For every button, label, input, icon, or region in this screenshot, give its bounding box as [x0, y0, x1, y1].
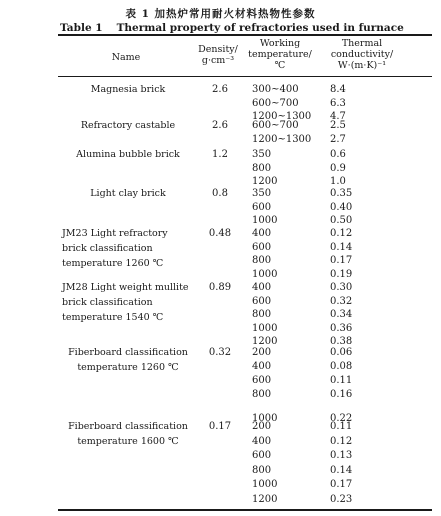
conductivity-cell: 0.35	[330, 188, 353, 199]
temperature-cell: 800	[252, 162, 272, 174]
material-name: temperature 1540 ℃	[62, 312, 164, 323]
conductivity-cell: 0.08	[330, 361, 353, 372]
material-name: Light clay brick	[90, 188, 166, 199]
density-cell: 2.6	[212, 120, 228, 131]
density-cell: 0.89	[208, 282, 232, 293]
temperature-cell: 800	[252, 309, 272, 320]
temperature-cell: 1000	[252, 479, 278, 490]
density-cell: 0.17	[208, 421, 232, 432]
conductivity-cell: 0.11	[330, 375, 353, 386]
conductivity-cell: 6.3	[330, 97, 346, 109]
temperature-cell: 1200	[252, 493, 278, 505]
conductivity-cell: 0.34	[330, 309, 353, 320]
table-caption-english	[60, 22, 440, 34]
material-name: Fiberboard classification	[68, 347, 188, 358]
conductivity-cell: 0.17	[330, 255, 353, 266]
material-name: brick classification	[62, 297, 153, 308]
table-header-rule	[58, 76, 432, 77]
density-cell: 1.2	[212, 149, 228, 160]
table-title: Thermal property of refractories used in furnace	[116, 22, 404, 34]
conductivity-cell: 0.23	[330, 493, 353, 505]
temperature-cell: 400	[252, 435, 272, 447]
temperature-cell: 200	[252, 421, 272, 432]
header-thermal-conductivity: Thermal conductivity/ W·(m·K)⁻¹	[330, 38, 394, 71]
conductivity-cell: 0.30	[330, 282, 353, 293]
conductivity-cell: 0.40	[330, 201, 353, 213]
temperature-cell: 1000	[252, 268, 278, 280]
temperature-cell: 1000	[252, 322, 278, 334]
material-name: JM28 Light weight mullite	[62, 282, 189, 293]
conductivity-cell: 2.5	[330, 120, 346, 131]
temperature-cell: 1200~1300	[252, 133, 312, 145]
temperature-cell: 1200~1300	[252, 111, 312, 122]
header-name: Name	[111, 52, 141, 63]
table-number: Table 1	[60, 22, 103, 34]
temperature-cell: 1200	[252, 336, 278, 347]
material-name: Magnesia brick	[90, 84, 166, 95]
material-name: temperature 1600 ℃	[77, 436, 179, 447]
temperature-cell: 800	[252, 255, 272, 266]
temperature-cell: 400	[252, 361, 272, 372]
conductivity-cell: 0.12	[330, 435, 353, 447]
conductivity-cell: 0.14	[330, 464, 353, 476]
temperature-cell: 400	[252, 282, 272, 293]
temperature-cell: 600	[252, 241, 272, 253]
conductivity-cell: 8.4	[330, 84, 346, 95]
density-cell: 2.6	[212, 84, 228, 95]
conductivity-cell: 0.06	[330, 347, 353, 358]
conductivity-cell: 1.0	[330, 176, 346, 187]
conductivity-cell: 0.6	[330, 149, 346, 160]
temperature-cell: 400	[252, 228, 272, 239]
conductivity-cell: 0.11	[330, 421, 353, 432]
conductivity-cell: 0.19	[330, 268, 353, 280]
temperature-cell: 300~400	[252, 84, 299, 95]
temperature-cell: 800	[252, 389, 272, 400]
header-density: Density/ g·cm⁻³	[198, 44, 238, 66]
material-name: Fiberboard classification	[68, 421, 188, 432]
temperature-cell: 600~700	[252, 97, 299, 109]
material-name: temperature 1260 ℃	[77, 362, 179, 373]
conductivity-cell: 0.36	[330, 322, 353, 334]
table-top-rule	[58, 34, 432, 36]
conductivity-cell: 4.7	[330, 111, 346, 122]
conductivity-cell: 0.9	[330, 162, 346, 174]
material-name: temperature 1260 ℃	[62, 258, 164, 269]
conductivity-cell: 2.7	[330, 133, 346, 145]
conductivity-cell: 0.50	[330, 215, 353, 226]
conductivity-cell: 0.32	[330, 295, 353, 307]
temperature-cell: 600	[252, 295, 272, 307]
density-cell: 0.48	[208, 228, 232, 239]
conductivity-cell: 0.38	[330, 336, 353, 347]
conductivity-cell: 0.12	[330, 228, 353, 239]
conductivity-cell: 0.17	[330, 479, 353, 490]
table-bottom-rule	[58, 509, 432, 511]
material-name: Alumina bubble brick	[76, 149, 180, 160]
temperature-cell: 350	[252, 188, 272, 199]
conductivity-cell: 0.13	[330, 450, 353, 461]
density-cell: 0.32	[208, 347, 232, 358]
temperature-cell: 600	[252, 450, 272, 461]
temperature-cell: 800	[252, 464, 272, 476]
density-cell: 0.8	[212, 188, 228, 199]
conductivity-cell: 0.14	[330, 241, 353, 253]
header-working-temperature: Working temperature/ ℃	[248, 38, 312, 71]
temperature-cell: 600	[252, 375, 272, 386]
material-name: Refractory castable	[80, 120, 176, 131]
temperature-cell: 1000	[252, 413, 278, 424]
temperature-cell: 200	[252, 347, 272, 358]
table-caption-chinese: 表 1 加热炉常用耐火材料热物性参数	[125, 8, 316, 20]
temperature-cell: 600~700	[252, 120, 299, 131]
conductivity-cell: 0.22	[330, 413, 353, 424]
temperature-cell: 350	[252, 149, 272, 160]
temperature-cell: 600	[252, 201, 272, 213]
material-name: JM23 Light refractory	[62, 228, 168, 239]
material-name: brick classification	[62, 243, 153, 254]
temperature-cell: 1000	[252, 215, 278, 226]
conductivity-cell: 0.16	[330, 389, 353, 400]
temperature-cell: 1200	[252, 176, 278, 187]
